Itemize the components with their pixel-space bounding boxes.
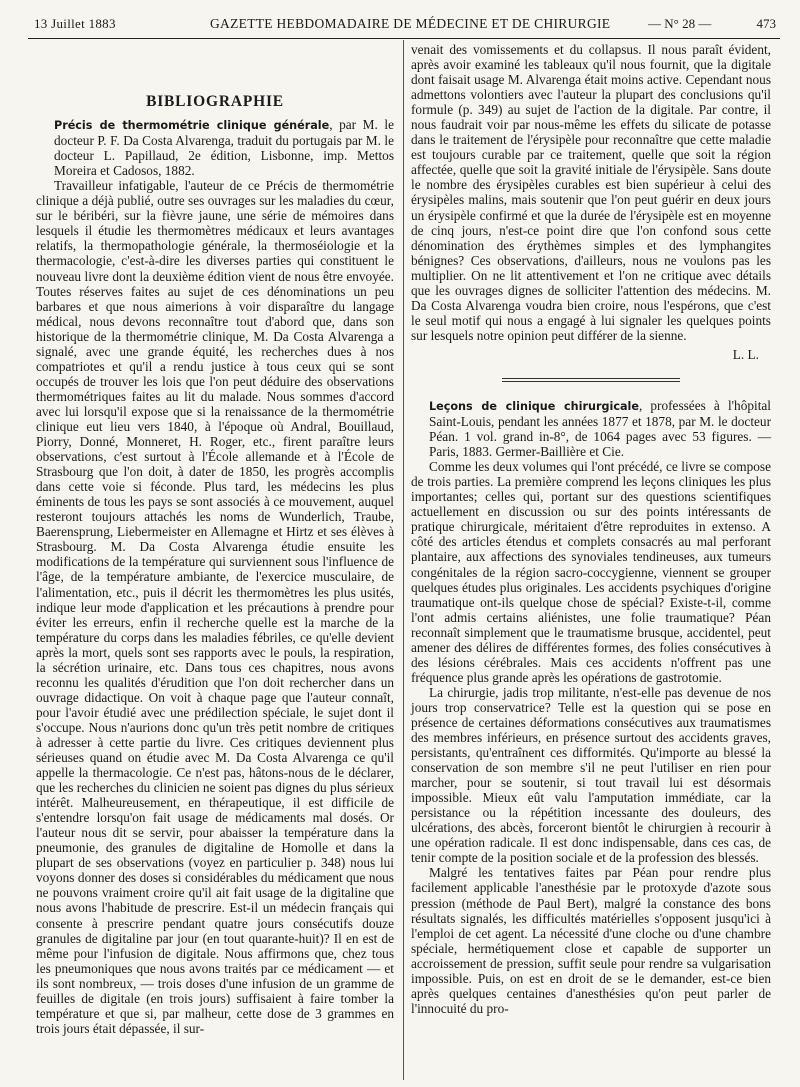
- running-header: [28, 12, 780, 39]
- book-entry-clinique: [411, 398, 771, 459]
- column-divider: [403, 40, 404, 1080]
- book-details: , professées à l'hôpital Saint-Louis, pendant les années 1877 et 1878, par M. le docteur Péan. 1 vol. grand in-8°, de 1064 pages avec 53 figures. — Paris, 1883. Germer-Baillière et Cie.: [429, 397, 771, 460]
- page-number: 473: [756, 16, 776, 31]
- issue-date: 13 Juillet 1883: [34, 16, 116, 31]
- review-paragraph: Comme les deux volumes qui l'ont précédé, ce livre se compose de trois parties. La première comprend les leçons cliniques les plus importantes; celles qui, portant sur des questions scientifiques actuellement en discussion ou sur des points intéressants de pratique chirurgicale, méritaient d'être reproduites in extenso. A côté des articles étendus et complets consacrés au mal perforant plantaire, aux affections des synoviales tendineuses, aux tumeurs congénitales de la région sacro-coccygienne, viennent se grouper quelques études plus originales. Les accidents psychiques d'origine traumatique ont-ils quelque chose de spécial? Existe-t-il, comme l'ont admis certains aliénistes, une folie traumatique? Péan reconnaît simplement que le traumatisme brusque, accidentel, peut amener des délires de différentes formes, des folies consécutives à des lésions cérébrales. Mais ces accidents n'offrent pas une fréquence plus grande après les opérations de gastrotomie.: [411, 459, 771, 685]
- book-entry-thermometrie: [36, 117, 394, 178]
- book-details: , par M. le docteur P. F. Da Costa Alvarenga, traduit du portugais par M. le docteur L. Papillaud, 2e édition, Lisbonne, imp. Mettos Moreira et Cadosos, 1882.: [54, 117, 394, 179]
- section-title: BIBLIOGRAPHIE: [146, 93, 284, 110]
- journal-title: GAZETTE HEBDOMADAIRE DE MÉDECINE ET DE CHIRURGIE: [210, 16, 611, 31]
- issue-number: — N° 28 —: [648, 16, 712, 31]
- review-continuation: venait des vomissements et du collapsus. Il nous paraît évident, après avoir examiné les tableaux qu'il nous fournit, que la digitale dont faisait usage M. Alvarenga était moins active. Cependant nous admettons volontiers avec l'auteur la plupart des conclusions qu'il formule (p. 349) au sujet de l'action de la digitale. Par contre, il nous faudrait voir par nous-même les effets du silicate de potasse dans le traitement de l'érysipèle pour reconnaître que cette maladie est toujours curable par ce traitement, quelle que soit la région affectée, quelle que soit la gravité initiale de l'érysipèle. Sans doute le nombre des érysipèles curables est bien supérieur à celui des érysipèles malins, mais soutenir que l'on peut guérir en deux jours un érysipèle confirmé et que la durée de l'érysipèle est en moyenne de cinq jours, n'est-ce point dire que l'on confond sous cette dénomination des érythèmes simples et des lymphangites bénignes? Ces observations, d'ailleurs, nous ne voulons pas les multiplier. On ne lit attentivement et l'on ne critique avec détails que les ouvrages dignes de solliciter l'attention des médecins. M. Da Costa Alvarenga voudra bien croire, nous l'espérons, que c'est le seul motif qui nous a engagé à lui signaler les quelques points sur lesquels notre opinion peut différer de la sienne.: [411, 42, 771, 343]
- review-paragraph: Travailleur infatigable, l'auteur de ce Précis de thermométrie clinique a déjà publié, outre ses ouvrages sur les maladies du cœur, sur le béribéri, sur la fièvre jaune, une série de mémoires dans lesquels il étudie les thermomètres médicaux et leurs avantages relatifs, la thermopathologie générale, la thermoséiologie et la thermacologie, c'est-à-dire les diverses parties qui constituent le nouveau livre dont la deuxième édition vient de nous être envoyée. Toutes réserves faites au sujet de ces dénominations un peu barbares et que nous aimerions à voir disparaître du langage médical, nous devons reconnaître tout d'abord que, dans son historique de la thermométrie clinique, M. Da Costa Alvarenga a signalé, avec une grande équité, les recherches dues à nos compatriotes et qu'il a rendu justice à tous ceux qui se sont occupés de trouver les lois que l'on peut déduire des observations thermométriques faites au lit du malade. Nous sommes d'accord avec lui lorsqu'il expose que si la renaissance de la thermométrie clinique eut lieu vers 1840, à l'époque où Andral, Bouillaud, Piorry, Donné, Monneret, H. Roger, etc., firent paraître leurs observations, c'est surtout à l'École allemande et à l'École de Strasbourg que l'on doit, à dater de 1850, les progrès accomplis dans cette voie si féconde. Plus tard, les médecins les plus éminents de tous les pays se sont associés à ce mouvement, auquel resteront toujours attachés les noms de Wunderlich, Traube, Baerensprung, Liebermeister en Allemagne et Hirtz et ses élèves à Strasbourg. M. Da Costa Alvarenga étudie ensuite les modifications de la température qui surviennent sous l'influence de l'âge, de la température ambiante, de l'exercice musculaire, de l'alimentation, etc., puis il décrit les thermomètres les plus usités, indique leur mode d'application et les précautions à prendre pour éviter les erreurs, enfin il recherche quelle est la marche de la température du corps dans les maladies fébriles, ce qu'elle devient après la mort, quels sont ses rapports avec le pouls, la respiration, la sécrétion urinaire, etc. Dans tous ces chapitres, nous avons reconnu les qualités d'érudition que l'on doit rechercher dans un ouvrage didactique. On voit à chaque page que l'auteur connaît, pour l'avoir étudié avec une prédilection spéciale, le sujet dont il s'occupe. Nous n'aurions donc qu'un très petit nombre de critiques à adresser à cette partie du livre. Ces critiques deviennent plus sérieuses quand on étudie avec M. Da Costa Alvarenga ce qu'il appelle la thermacologie. Ce n'est pas, hâtons-nous de le déclarer, que les recherches du clinicien ne soient pas dignes du plus sérieux intérêt. Malheureusement, en thérapeutique, il est difficile de s'entendre lorsqu'on fait usage de médicaments mal dosés. Or l'auteur nous dit se servir, pour abaisser la température dans la pneumonie, des granules de digitaline de Homolle et dans la plupart de ses observations (voyez en particulier p. 348) nous lui voyons donner des doses si considérables du médicament que nous ne pouvons vraiment croire qu'il ait fait usage de la digitaline que nous avons l'habitude de prescrire. Est-il un médecin français qui consente à prescrire pendant quatre jours consécutifs douze granules de digitaline par jour (en tout quarante-huit)? Il en est de même pour l'infusion de digitale. Nous affirmons que, chez tous les pneumoniques que nous avons traités par ce médicament — et ils sont nombreux, — trois doses d'une infusion de un gramme de feuilles de digitale (en trois jours) suffisaient à faire tomber la température et que si, par malheur, cette dose de 3 grammes en trois jours était dépassée, il sur-: [36, 178, 394, 1036]
- section-separator: [502, 378, 680, 382]
- right-column: [411, 42, 771, 1016]
- review-signature: L. L.: [732, 346, 759, 362]
- review-paragraph: Malgré les tentatives faites par Péan pour rendre plus facilement applicable l'anesthésie par le protoxyde d'azote sous pression (méthode de Paul Bert), malgré la constance des bons résultats signalés, les difficultés matérielles s'opposent jusqu'ici à l'emploi de cet agent. La nécessité d'une cloche ou d'une chambre spéciale, hermétiquement close et capable de supporter un accroissement de pression, suffit seule pour rendre sa vulgarisation impossible. Puis, on est en droit de se le demander, est-ce bien après quelques centaines d'anesthésies qu'on peut parler de l'innocuité du pro-: [411, 865, 771, 1016]
- book-title: Leçons de clinique chirurgicale: [429, 399, 639, 413]
- review-paragraph: La chirurgie, jadis trop militante, n'est-elle pas devenue de nos jours trop conservatrice? Telle est la question qui se pose en présence de certaines déformations consécutives aux traumatismes des membres inférieurs, en présence surtout des accidents graves, persistants, qu'entraînent ces difformités. Qu'importe au blessé la conservation de son membre s'il ne peut l'utiliser en rien pour marcher, pour se soutenir, si tout travail lui est désormais impossible. Mieux eût valu l'amputation immédiate, car la persistance ou la répétition incessante des douleurs, des ulcérations, des abcès, forceront bientôt le chirurgien à recourir à une opération radicale. Il est donc indispensable, dans ces cas, de tenir compte de la position sociale et de la profession des blessés.: [411, 684, 771, 866]
- book-title: Précis de thermométrie clinique générale: [54, 119, 330, 133]
- left-column: [36, 42, 394, 1036]
